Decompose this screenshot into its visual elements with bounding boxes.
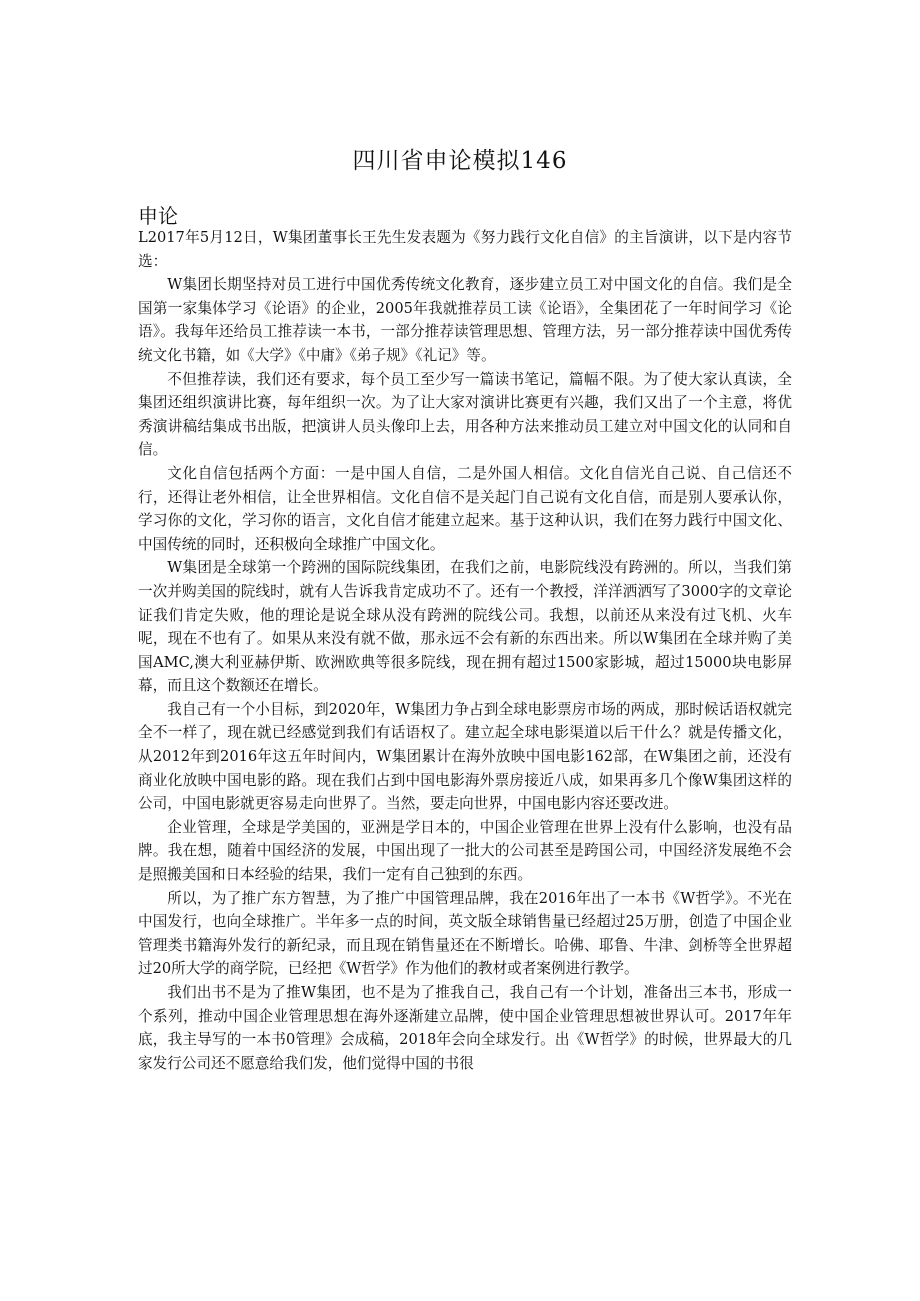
body-paragraph: 我们出书不是为了推W集团，也不是为了推我自己，我自己有一个计划，准备出三本书，形成一个系列，推动中国企业管理思想在海外逐渐建立品牌，使中国企业管理思想被世界认可。2017年年底，我主导写的一本书0管理》会成稿，2018年会向全球发行。出《W哲学》的时候，世界最大的几家发行公司还不愿意给我们发，他们觉得中国的书很 xyxy=(138,984,792,1072)
body-paragraph: 企业管理，全球是学美国的，亚洲是学日本的，中国企业管理在世界上没有什么影响，也没有品牌。我在想，随着中国经济的发展，中国出现了一批大的公司甚至是跨国公司，中国经济发展绝不会是照搬美国和日本经验的结果，我们一定有自己独到的东西。 xyxy=(138,818,792,884)
body-paragraph: 不但推荐读，我们还有要求，每个员工至少写一篇读书笔记，篇幅不限。为了使大家认真读，全集团还组织演讲比赛，每年组织一次。为了让大家对演讲比赛更有兴趣，我们又出了一个主意，将优秀演讲稿结集成书出版，把演讲人员头像印上去，用各种方法来推动员工建立对中国文化的认同和自信。 xyxy=(138,370,792,459)
body-paragraph: 所以，为了推广东方智慧，为了推广中国管理品牌，我在2016年出了一本书《W哲学》。不光在中国发行，也向全球推广。半年多一点的时间，英文版全球销售量已经超过25万册，创造了中国企业管理类书籍海外发行的新纪录，而且现在销售量还在不断增长。哈佛、耶鲁、牛津、剑桥等全世界超过20所大学的商学院，已经把《W哲学》作为他们的教材或者案例进行教学。 xyxy=(138,889,792,978)
body-paragraph: W集团长期坚持对员工进行中国优秀传统文化教育，逐步建立员工对中国文化的自信。我们是全国第一家集体学习《论语》的企业，2005年我就推荐员工读《论语》，全集团花了一年时间学习《论语》。我每年还给员工推荐读一本书，一部分推荐读管理思想、管理方法，另一部分推荐读中国优秀传统文化书籍，如《大学》《中庸》《弟子规》《礼记》等。 xyxy=(138,276,792,364)
document-body xyxy=(138,226,792,1075)
body-paragraph: 文化自信包括两个方面：一是中国人自信，二是外国人相信。文化自信光自己说、自己信还不行，还得让老外相信，让全世界相信。文化自信不是关起门自己说有文化自信，而是别人要承认你，学习你的文化，学习你的语言，文化自信才能建立起来。基于这种认识，我们在努力践行中国文化、中国传统的同时，还积极向全球推广中国文化。 xyxy=(138,464,792,553)
body-paragraph: W集团是全球第一个跨洲的国际院线集团，在我们之前，电影院线没有跨洲的。所以，当我们第一次并购美国的院线时，就有人告诉我肯定成功不了。还有一个教授，洋洋洒洒写了3000字的文章论证我们肯定失败，他的理论是说全球从没有跨洲的院线公司。我想，以前还从来没有过飞机、火车呢，现在不也有了。如果从来没有就不做，那永远不会有新的东西出来。所以W集团在全球并购了美国AMC,澳大利亚赫伊斯、欧洲欧典等很多院线，现在拥有超过1500家影城，超过15000块电影屏幕，而且这个数额还在增长。 xyxy=(138,559,792,695)
page-title: 四川省申论模拟146 xyxy=(352,148,568,174)
body-paragraph: 我自己有一个小目标，到2020年，W集团力争占到全球电影票房市场的两成，那时候话语权就完全不一样了，现在就已经感觉到我们有话语权了。建立起全球电影渠道以后干什么？就是传播文化，从2012年到2016年这五年时间内，W集团累计在海外放映中国电影162部，在W集团之前，还没有商业化放映中国电影的路。现在我们占到中国电影海外票房接近八成，如果再多几个像W集团这样的公司，中国电影就更容易走向世界了。当然，要走向世界，中国电影内容还要改进。 xyxy=(138,700,792,813)
intro-paragraph: L2017年5月12日，W集团董事长王先生发表题为《努力践行文化自信》的主旨演讲，以下是内容节选： xyxy=(138,229,792,270)
section-heading: 申论 xyxy=(138,204,178,228)
